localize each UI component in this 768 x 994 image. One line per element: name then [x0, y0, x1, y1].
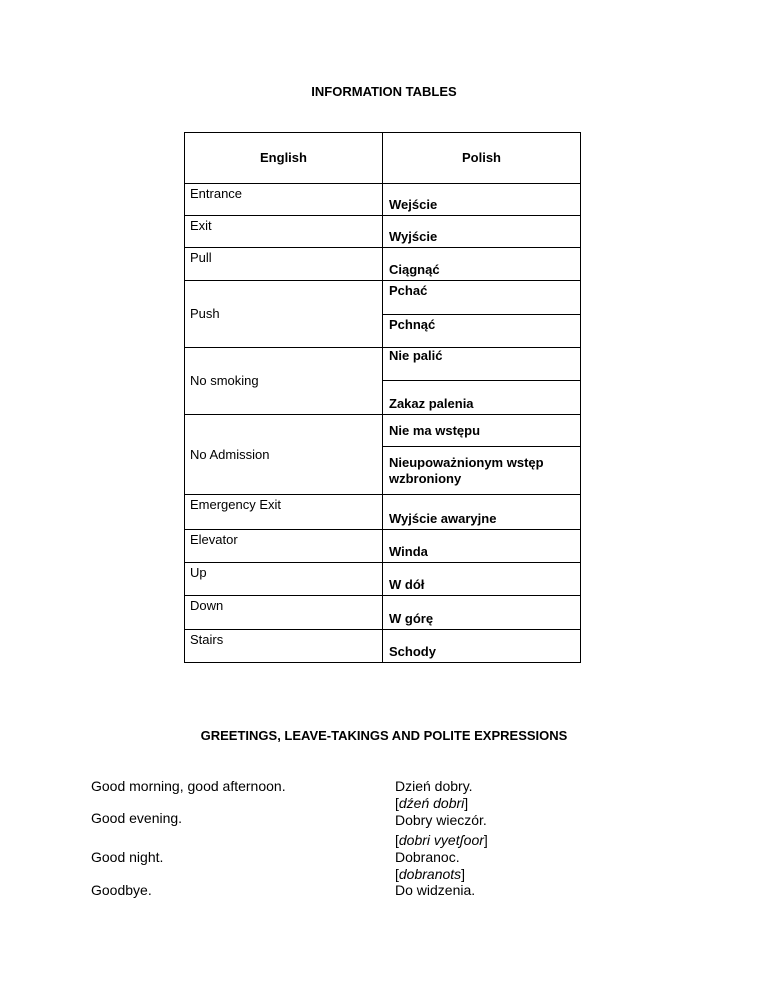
polish-cell: [382, 494, 581, 530]
greeting-english: Good night.: [91, 849, 164, 865]
polish-cell: [382, 446, 581, 495]
polish-text: Nieupoważnionym wstęp wzbroniony: [389, 454, 544, 486]
greeting-english: Good evening.: [91, 810, 183, 826]
header-english: English: [184, 132, 383, 184]
pronunciation: [dźeń dobri]: [395, 795, 469, 811]
greeting-polish: Dzień dobry.: [395, 778, 473, 794]
pronunciation-text: dobri vyetʃoor: [398, 832, 484, 848]
english-cell: [184, 347, 383, 415]
english-cell: Elevator: [184, 529, 383, 563]
greeting-english: Good morning, good afternoon.: [91, 778, 286, 794]
polish-text: Wyjście awaryjne: [389, 511, 497, 526]
polish-text: Ciągnąć: [389, 262, 440, 277]
header-polish: Polish: [382, 132, 581, 184]
pronunciation-text: dźeń dobri: [398, 795, 465, 811]
polish-text: Wyjście: [389, 229, 438, 244]
polish-cell: [382, 347, 581, 381]
english-cell: Up: [184, 562, 383, 596]
polish-cell: [382, 280, 581, 315]
polish-cell: [382, 215, 581, 248]
pronunciation-text: dobranots: [398, 866, 462, 882]
greeting-polish: Do widzenia.: [395, 882, 476, 898]
greeting-polish: Dobranoc.: [395, 849, 460, 865]
polish-cell: [382, 380, 581, 415]
pronunciation: [dobranots]: [395, 866, 466, 882]
section-title-greetings: GREETINGS, LEAVE-TAKINGS AND POLITE EXPRESSIONS: [200, 728, 568, 743]
polish-text: Wejście: [389, 197, 438, 212]
english-text: No Admission: [190, 446, 270, 462]
pronunciation: [dobri vyetʃoor]: [395, 832, 488, 848]
polish-cell: [382, 529, 581, 563]
greeting-english: Goodbye.: [91, 882, 152, 898]
english-text: Push: [190, 306, 220, 321]
polish-text: Schody: [389, 644, 436, 659]
polish-cell: [382, 595, 581, 630]
english-cell: [184, 280, 383, 348]
greeting-polish: Dobry wieczór.: [395, 812, 487, 828]
english-cell: Down: [184, 595, 383, 630]
polish-text: Winda: [389, 544, 428, 559]
english-cell: Emergency Exit: [184, 494, 383, 530]
polish-text: Nie palić: [389, 348, 443, 363]
english-cell: [184, 414, 383, 495]
english-cell: Pull: [184, 247, 383, 281]
english-cell: Stairs: [184, 629, 383, 663]
polish-text: Pchać: [389, 283, 428, 298]
polish-cell: [382, 629, 581, 663]
section-title-information-tables: INFORMATION TABLES: [311, 84, 457, 99]
polish-text: Zakaz palenia: [389, 396, 474, 411]
english-text: No smoking: [190, 373, 259, 388]
polish-cell: [382, 183, 581, 216]
polish-text: W górę: [389, 611, 434, 626]
polish-cell: [382, 414, 581, 447]
polish-text: Nie ma wstępu: [389, 422, 481, 438]
english-cell: Exit: [184, 215, 383, 248]
polish-text: W dół: [389, 577, 425, 592]
polish-text: Pchnąć: [389, 317, 436, 332]
polish-cell: [382, 562, 581, 596]
polish-cell: [382, 247, 581, 281]
english-cell: Entrance: [184, 183, 383, 216]
polish-cell: [382, 314, 581, 348]
